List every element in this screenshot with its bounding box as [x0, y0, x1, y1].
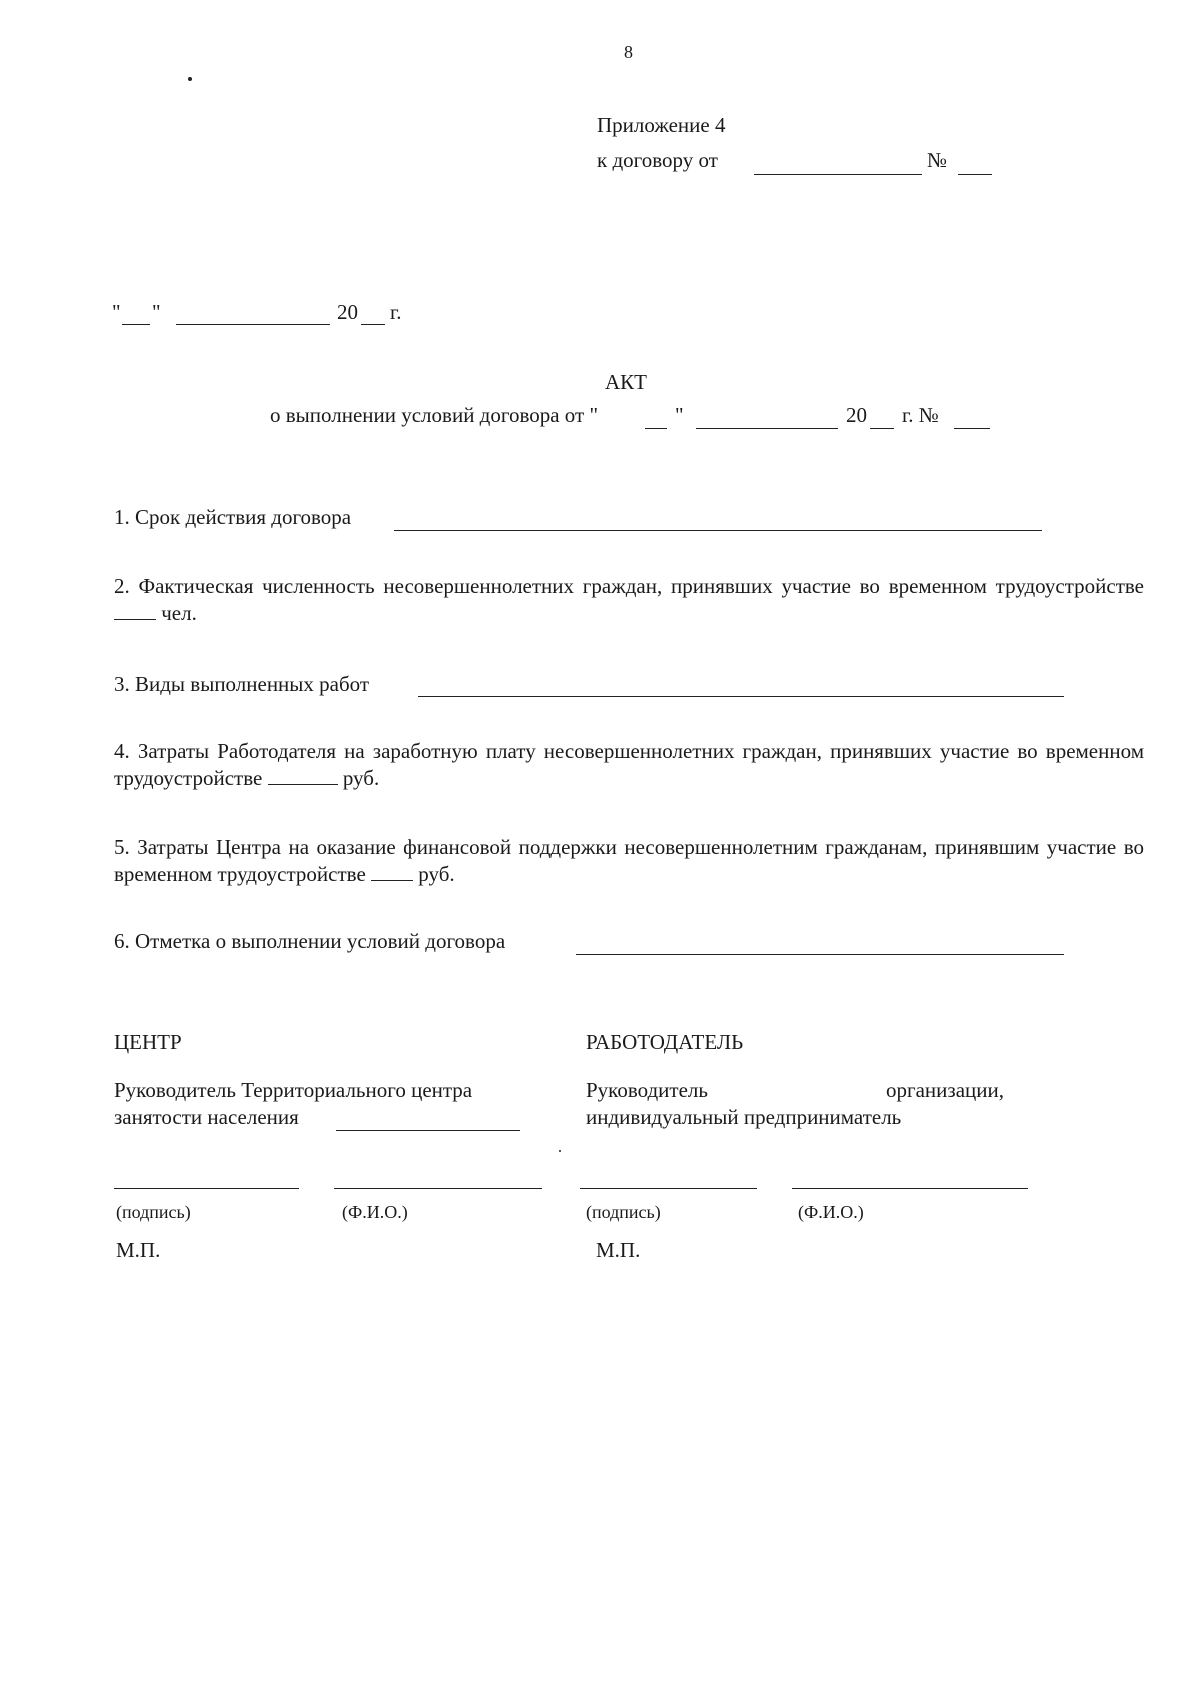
item-2-unit: чел. — [161, 601, 197, 625]
date-year-field[interactable] — [361, 324, 385, 325]
appendix-ref-prefix: к договору от — [597, 148, 718, 172]
employer-role-line1-left: Руководитель — [586, 1078, 708, 1102]
contract-date-field[interactable] — [754, 174, 922, 175]
employer-role-line1-right: организации, — [886, 1078, 1004, 1102]
act-title: АКТ — [605, 370, 647, 394]
employer-signature-field[interactable] — [580, 1188, 757, 1189]
item-5-label: 5. Затраты Центра на оказание финансовой поддержки несовершеннолетним гражданам, принявшим участие во временном трудоустройстве — [114, 835, 1144, 886]
center-title: ЦЕНТР — [114, 1030, 182, 1054]
date-day-field[interactable] — [122, 324, 150, 325]
item-5-field[interactable] — [371, 862, 413, 881]
item-6-text: 6. Отметка о выполнении условий договора — [114, 929, 506, 953]
center-signature-field[interactable] — [114, 1188, 299, 1189]
act-number-field[interactable] — [954, 428, 990, 429]
item-1-text: 1. Срок действия договора — [114, 505, 352, 529]
item-1-field[interactable] — [394, 530, 1042, 531]
center-stamp: М.П. — [116, 1238, 161, 1262]
center-role-field[interactable] — [336, 1130, 520, 1131]
item-4-field[interactable] — [268, 766, 338, 785]
item-3-text: 3. Виды выполненных работ — [114, 672, 370, 696]
item-6-field[interactable] — [576, 954, 1064, 955]
page-number: 8 — [624, 42, 633, 62]
center-name-caption: (Ф.И.О.) — [342, 1202, 408, 1222]
item-5-text — [114, 834, 1144, 888]
center-name-field[interactable] — [334, 1188, 542, 1189]
act-year-prefix: 20 — [846, 403, 867, 427]
item-4-text — [114, 738, 1144, 792]
date-year-prefix: 20 — [337, 300, 358, 324]
center-role-line1: Руководитель Территориального центра — [114, 1078, 473, 1102]
item-2-field[interactable] — [114, 601, 156, 620]
scan-speck — [559, 1150, 561, 1152]
date-open-quote: " — [112, 300, 121, 324]
act-day-field[interactable] — [645, 428, 667, 429]
item-3-field[interactable] — [418, 696, 1064, 697]
employer-stamp: М.П. — [596, 1238, 641, 1262]
item-2-text — [114, 573, 1144, 627]
item-4-unit: руб. — [342, 766, 380, 790]
act-subtitle-mid: " — [675, 403, 684, 427]
contract-number-field[interactable] — [958, 174, 992, 175]
scan-speck — [188, 77, 192, 81]
appendix-number-label: № — [927, 148, 948, 172]
employer-title: РАБОТОДАТЕЛЬ — [586, 1030, 744, 1054]
center-role-line2: занятости населения — [114, 1105, 299, 1129]
date-close-quote: " — [152, 300, 161, 324]
act-month-field[interactable] — [696, 428, 838, 429]
item-4-label: 4. Затраты Работодателя на заработную плату несовершеннолетних граждан, принявших участие во временном трудоустройстве — [114, 739, 1144, 790]
employer-role-line2: индивидуальный предприниматель — [586, 1105, 902, 1129]
item-5-unit: руб. — [418, 862, 455, 886]
employer-signature-caption: (подпись) — [586, 1202, 661, 1222]
act-subtitle-prefix: о выполнении условий договора от " — [270, 403, 599, 427]
act-year-field[interactable] — [870, 428, 894, 429]
appendix-title: Приложение 4 — [597, 113, 726, 137]
center-signature-caption: (подпись) — [116, 1202, 191, 1222]
item-2-label: 2. Фактическая численность несовершеннолетних граждан, принявших участие во временном трудоустройстве — [114, 574, 1144, 598]
act-subtitle-suffix: г. № — [902, 403, 939, 427]
date-month-field[interactable] — [176, 324, 330, 325]
employer-name-field[interactable] — [792, 1188, 1028, 1189]
employer-name-caption: (Ф.И.О.) — [798, 1202, 864, 1222]
date-year-suffix: г. — [390, 300, 402, 324]
